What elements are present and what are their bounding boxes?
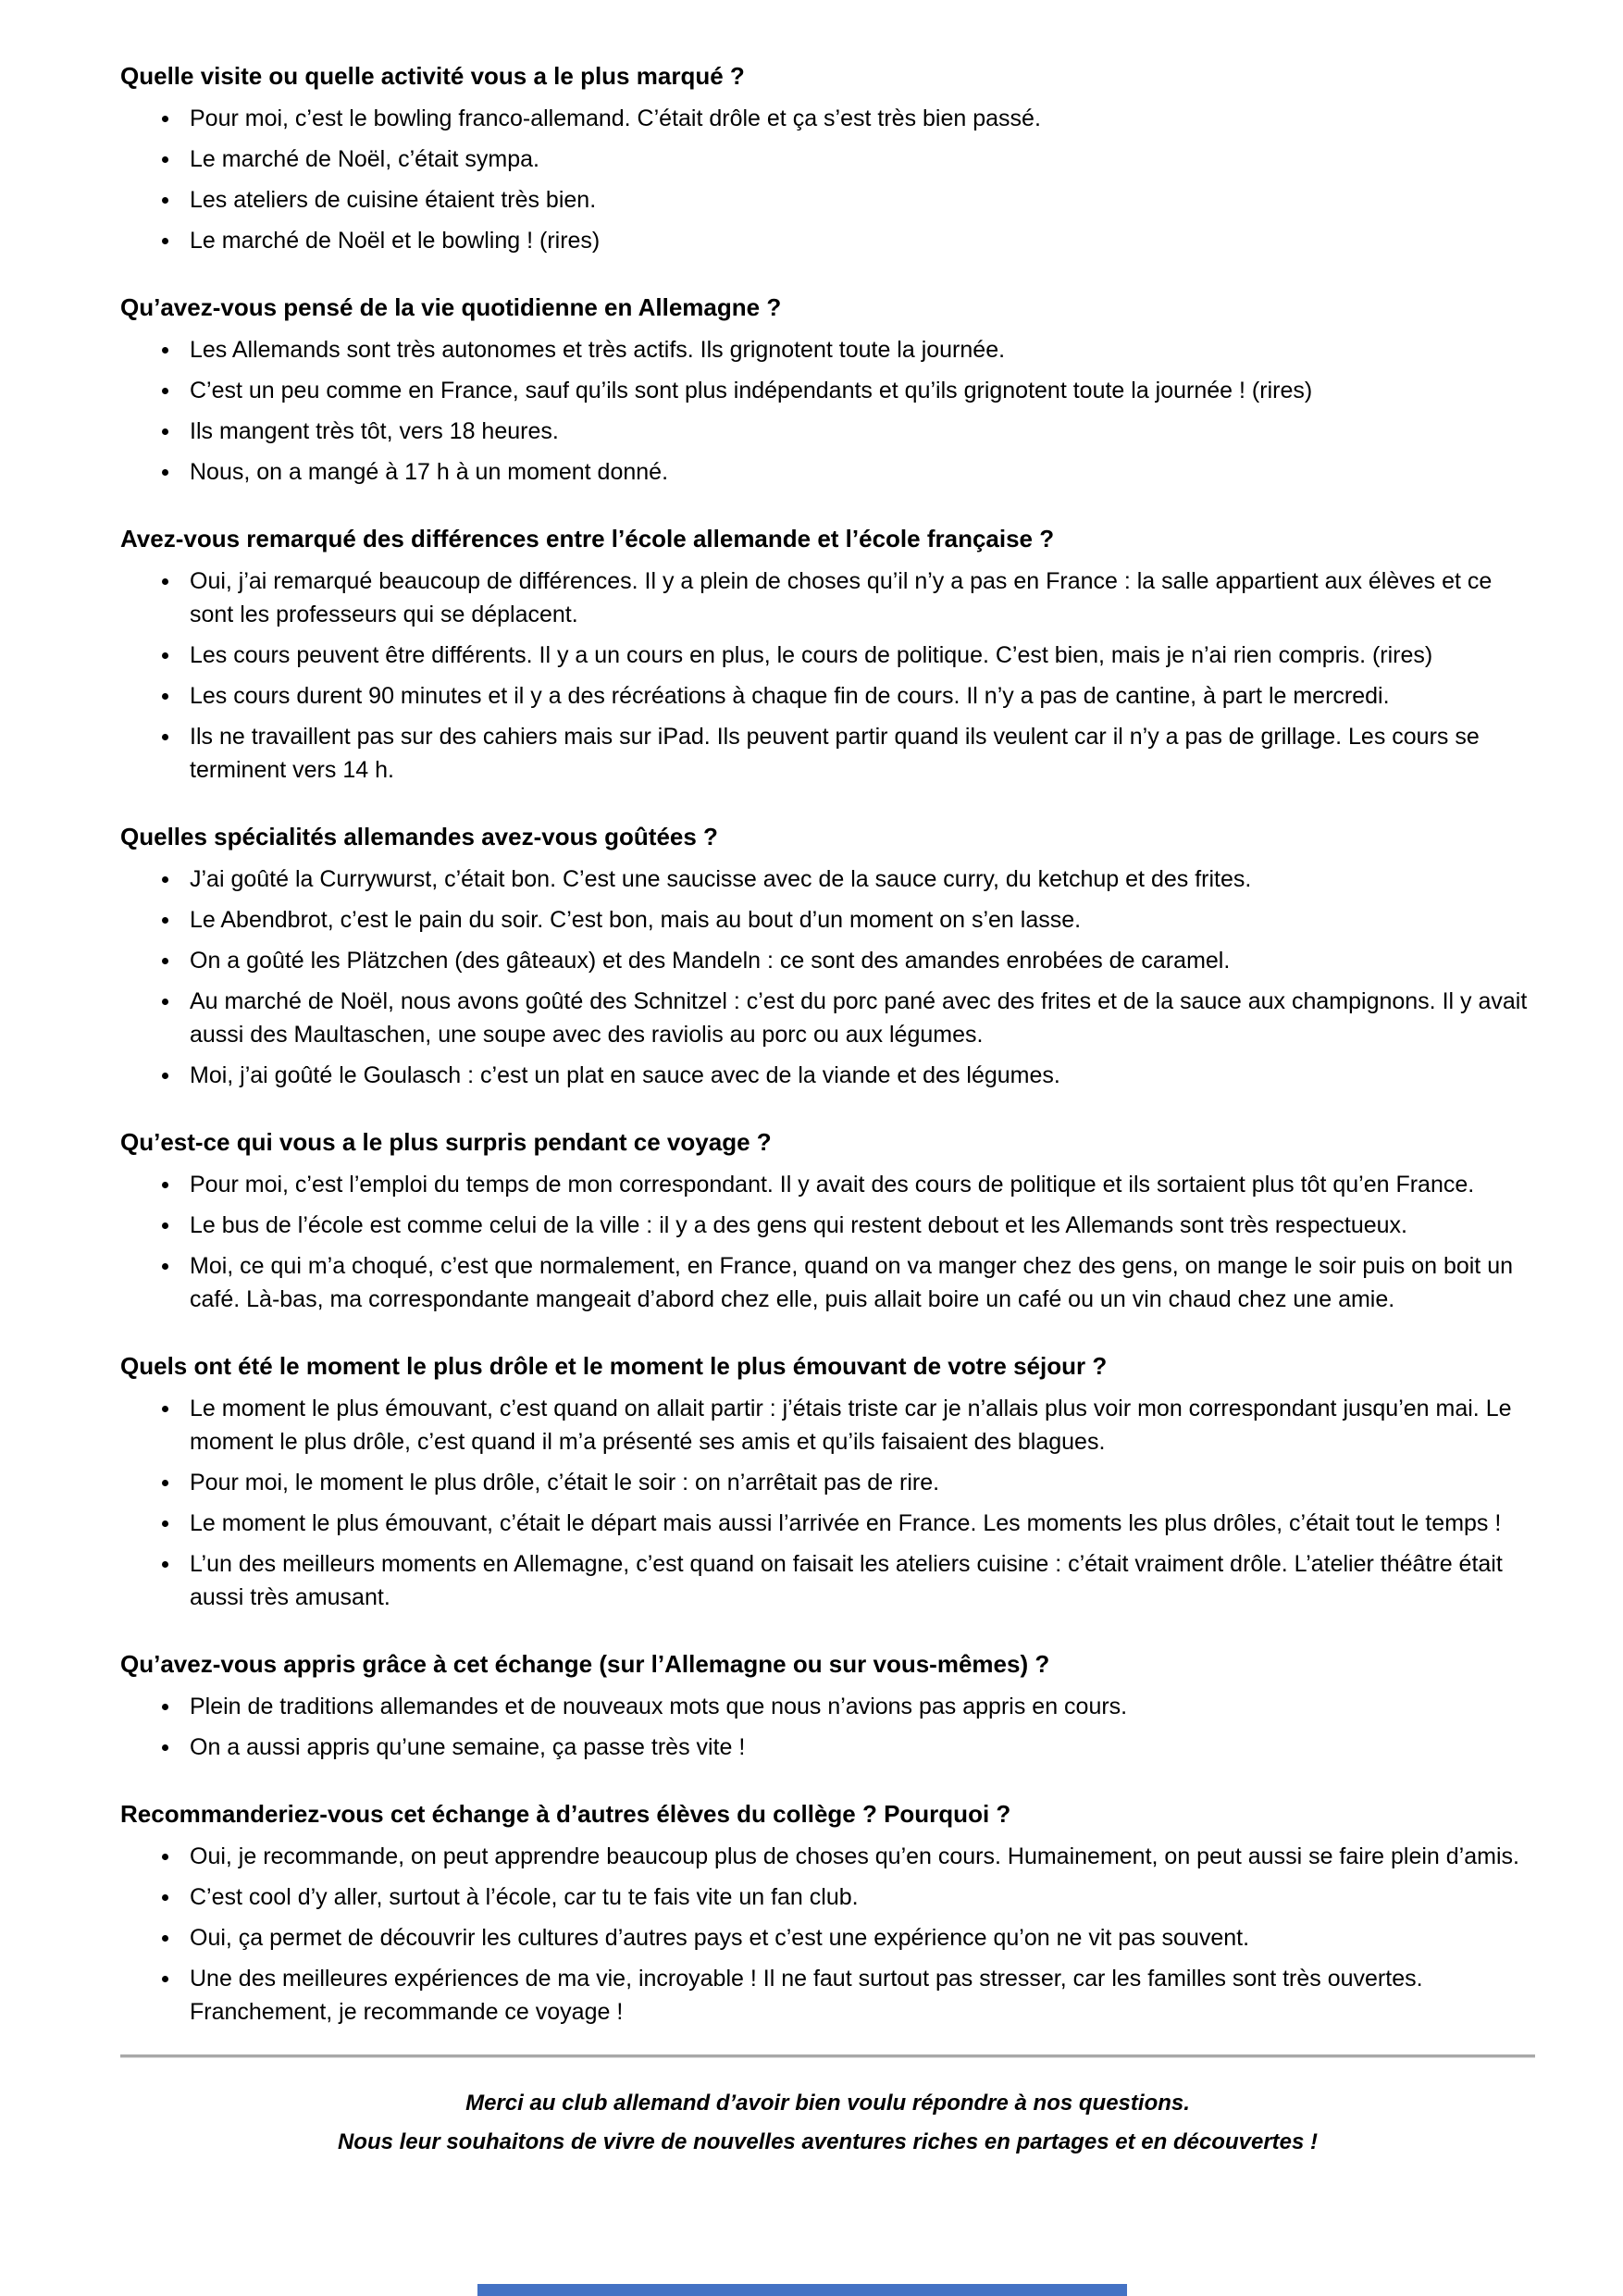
answer-item [120, 1731, 1535, 1764]
bullet-icon [162, 1704, 168, 1710]
answer-item [120, 1921, 1535, 1955]
bullet-icon [162, 197, 168, 204]
question-text: Quelle visite ou quelle activité vous a le plus marqué ? [120, 62, 745, 90]
question-text: Avez-vous remarqué des différences entre l’école allemande et l’école française ? [120, 525, 1055, 552]
answer-text: Les cours durent 90 minutes et il y a des récréations à chaque fin de cours. Il n’y a pas de cantine, à part le mercredi. [190, 683, 1390, 709]
bullet-icon [162, 469, 168, 476]
answer-text: J’ai goûté la Currywurst, c’était bon. C’est une saucisse avec de la sauce curry, du ketchup et des frites. [190, 866, 1252, 892]
answer-item [120, 102, 1535, 135]
closing-block [120, 2088, 1535, 2157]
bullet-icon [162, 1480, 168, 1486]
answer-item [120, 903, 1535, 937]
answer-list [120, 1168, 1535, 1316]
bullet-icon [162, 238, 168, 244]
answer-item [120, 1507, 1535, 1540]
answer-text: Ils mangent très tôt, vers 18 heures. [190, 418, 559, 444]
answer-item [120, 1840, 1535, 1873]
answer-list [120, 333, 1535, 489]
answer-text: C’est un peu comme en France, sauf qu’ils sont plus indépendants et qu’ils grignotent toute la journée ! (rires) [190, 378, 1313, 403]
answer-item [120, 415, 1535, 448]
answer-text: On a aussi appris qu’une semaine, ça passe très vite ! [190, 1734, 746, 1760]
answer-text: L’un des meilleurs moments en Allemagne, c’est quand on faisait les ateliers cuisine : c’était vraiment drôle. L’atelier théâtre était aussi très amusant. [190, 1551, 1503, 1610]
answer-text: Le marché de Noël, c’était sympa. [190, 146, 539, 172]
answer-text: Les Allemands sont très autonomes et très actifs. Ils grignotent toute la journée. [190, 337, 1006, 363]
answer-item [120, 985, 1535, 1051]
bullet-icon [162, 388, 168, 394]
bullet-icon [162, 958, 168, 964]
closing-line-2: Nous leur souhaitons de vivre de nouvelles aventures riches en partages et en découvertes ! [337, 2129, 1319, 2154]
answer-text: Moi, j’ai goûté le Goulasch : c’est un plat en sauce avec de la viande et des légumes. [190, 1062, 1060, 1088]
bullet-icon [162, 999, 168, 1005]
answer-text: Le moment le plus émouvant, c’était le départ mais aussi l’arrivée en France. Les moments les plus drôles, c’était tout le temps ! [190, 1510, 1502, 1536]
bullet-icon [162, 652, 168, 659]
answer-item [120, 1880, 1535, 1914]
answer-text: C’est cool d’y aller, surtout à l’école, car tu te fais vite un fan club. [190, 1884, 859, 1910]
answer-list [120, 102, 1535, 257]
answer-text: Une des meilleures expériences de ma vie, incroyable ! Il ne faut surtout pas stresser, car les familles sont très ouvertes. Franchement, je recommande ce voyage ! [190, 1966, 1423, 2025]
answer-list [120, 565, 1535, 787]
answer-item [120, 1168, 1535, 1201]
answer-item [120, 1962, 1535, 2029]
answer-list [120, 1690, 1535, 1764]
bullet-icon [162, 428, 168, 435]
answer-item [120, 183, 1535, 217]
question-text: Quelles spécialités allemandes avez-vous goûtées ? [120, 823, 718, 850]
answer-item [120, 1547, 1535, 1614]
qa-section [120, 524, 1535, 787]
qa-section [120, 61, 1535, 257]
answer-item [120, 224, 1535, 257]
answer-item [120, 1249, 1535, 1316]
answer-item [120, 1059, 1535, 1092]
answer-item [120, 1690, 1535, 1723]
answer-text: Moi, ce qui m’a choqué, c’est que normalement, en France, quand on va manger chez des gens, on mange le soir puis on boit un café. Là-bas, ma correspondante mangeait d’abord chez elle, puis allait boire un café ou un vin chaud chez une amie. [190, 1253, 1514, 1312]
bullet-icon [162, 1976, 168, 1982]
answer-text: Au marché de Noël, nous avons goûté des Schnitzel : c’est du porc pané avec des frites et de la sauce aux champignons. Il y avait aussi des Maultaschen, une soupe avec des raviolis au porc ou aux légumes. [190, 988, 1528, 1048]
answer-list [120, 1840, 1535, 2029]
bullet-icon [162, 1854, 168, 1860]
answer-list [120, 863, 1535, 1092]
answer-text: On a goûté les Plätzchen (des gâteaux) et des Mandeln : ce sont des amandes enrobées de caramel. [190, 948, 1231, 974]
qa-section [120, 1649, 1535, 1764]
qa-section [120, 292, 1535, 489]
answer-text: Le moment le plus émouvant, c’est quand on allait partir : j’étais triste car je n’allais plus voir mon correspondant jusqu’en mai. Le moment le plus drôle, c’est quand il m’a présenté ses amis et qu’ils faisaient des blagues. [190, 1396, 1512, 1455]
answer-item [120, 679, 1535, 713]
bullet-icon [162, 578, 168, 585]
answer-text: Le marché de Noël et le bowling ! (rires) [190, 228, 601, 254]
answer-item [120, 944, 1535, 977]
answer-text: Les ateliers de cuisine étaient très bien. [190, 187, 597, 213]
qa-section [120, 1351, 1535, 1614]
answer-text: Le bus de l’école est comme celui de la ville : il y a des gens qui restent debout et les Allemands sont très respectueux. [190, 1212, 1408, 1238]
answer-item [120, 1392, 1535, 1458]
bullet-icon [162, 1935, 168, 1942]
answer-item [120, 1466, 1535, 1499]
bullet-icon [162, 1744, 168, 1751]
bullet-icon [162, 917, 168, 924]
answer-item [120, 143, 1535, 176]
page-bottom-accent-bar [477, 2284, 1127, 2296]
qa-section [120, 822, 1535, 1092]
bullet-icon [162, 734, 168, 740]
question-text: Qu’avez-vous pensé de la vie quotidienne en Allemagne ? [120, 293, 782, 321]
qa-sections [120, 61, 1535, 2029]
qa-section [120, 1799, 1535, 2029]
bullet-icon [162, 1406, 168, 1412]
bullet-icon [162, 1561, 168, 1568]
answer-text: Oui, ça permet de découvrir les cultures d’autres pays et c’est une expérience qu’on ne vit pas souvent. [190, 1925, 1250, 1951]
answer-item [120, 333, 1535, 366]
bullet-icon [162, 876, 168, 883]
bullet-icon [162, 116, 168, 122]
answer-text: Pour moi, c’est le bowling franco-allemand. C’était drôle et ça s’est très bien passé. [190, 105, 1041, 131]
bullet-icon [162, 1222, 168, 1229]
bullet-icon [162, 1073, 168, 1079]
bullet-icon [162, 1894, 168, 1901]
answer-text: Pour moi, le moment le plus drôle, c’était le soir : on n’arrêtait pas de rire. [190, 1470, 940, 1496]
bullet-icon [162, 1263, 168, 1270]
closing-line-1: Merci au club allemand d’avoir bien voulu répondre à nos questions. [465, 2091, 1190, 2116]
bullet-icon [162, 1182, 168, 1188]
question-text: Qu’avez-vous appris grâce à cet échange (sur l’Allemagne ou sur vous-mêmes) ? [120, 1650, 1050, 1678]
answer-item [120, 374, 1535, 407]
bullet-icon [162, 156, 168, 163]
answer-list [120, 1392, 1535, 1614]
answer-text: Pour moi, c’est l’emploi du temps de mon correspondant. Il y avait des cours de politique et ils sortaient plus tôt qu’en France. [190, 1172, 1475, 1198]
answer-text: Nous, on a mangé à 17 h à un moment donné. [190, 459, 669, 485]
answer-item [120, 720, 1535, 787]
answer-item [120, 455, 1535, 489]
bullet-icon [162, 1520, 168, 1527]
bullet-icon [162, 693, 168, 700]
answer-text: Plein de traditions allemandes et de nouveaux mots que nous n’avions pas appris en cours. [190, 1694, 1128, 1719]
answer-item [120, 1209, 1535, 1242]
answer-text: Le Abendbrot, c’est le pain du soir. C’est bon, mais au bout d’un moment on s’en lasse. [190, 907, 1082, 933]
divider [120, 2054, 1535, 2058]
question-text: Qu’est-ce qui vous a le plus surpris pendant ce voyage ? [120, 1128, 772, 1156]
bullet-icon [162, 347, 168, 354]
question-text: Quels ont été le moment le plus drôle et le moment le plus émouvant de votre séjour ? [120, 1352, 1108, 1380]
answer-text: Ils ne travaillent pas sur des cahiers mais sur iPad. Ils peuvent partir quand ils veulent car il n’y a pas de grillage. Les cours se terminent vers 14 h. [190, 724, 1480, 783]
answer-item [120, 863, 1535, 896]
answer-text: Les cours peuvent être différents. Il y a un cours en plus, le cours de politique. C’est bien, mais je n’ai rien compris. (rires) [190, 642, 1433, 668]
question-text: Recommanderiez-vous cet échange à d’autres élèves du collège ? Pourquoi ? [120, 1800, 1011, 1828]
qa-section [120, 1127, 1535, 1316]
answer-text: Oui, j’ai remarqué beaucoup de différences. Il y a plein de choses qu’il n’y a pas en France : la salle appartient aux élèves et ce sont les professeurs qui se déplacent. [190, 568, 1493, 627]
answer-item [120, 639, 1535, 672]
answer-item [120, 565, 1535, 631]
answer-text: Oui, je recommande, on peut apprendre beaucoup plus de choses qu’en cours. Humainement, on peut aussi se faire plein d’amis. [190, 1843, 1519, 1869]
